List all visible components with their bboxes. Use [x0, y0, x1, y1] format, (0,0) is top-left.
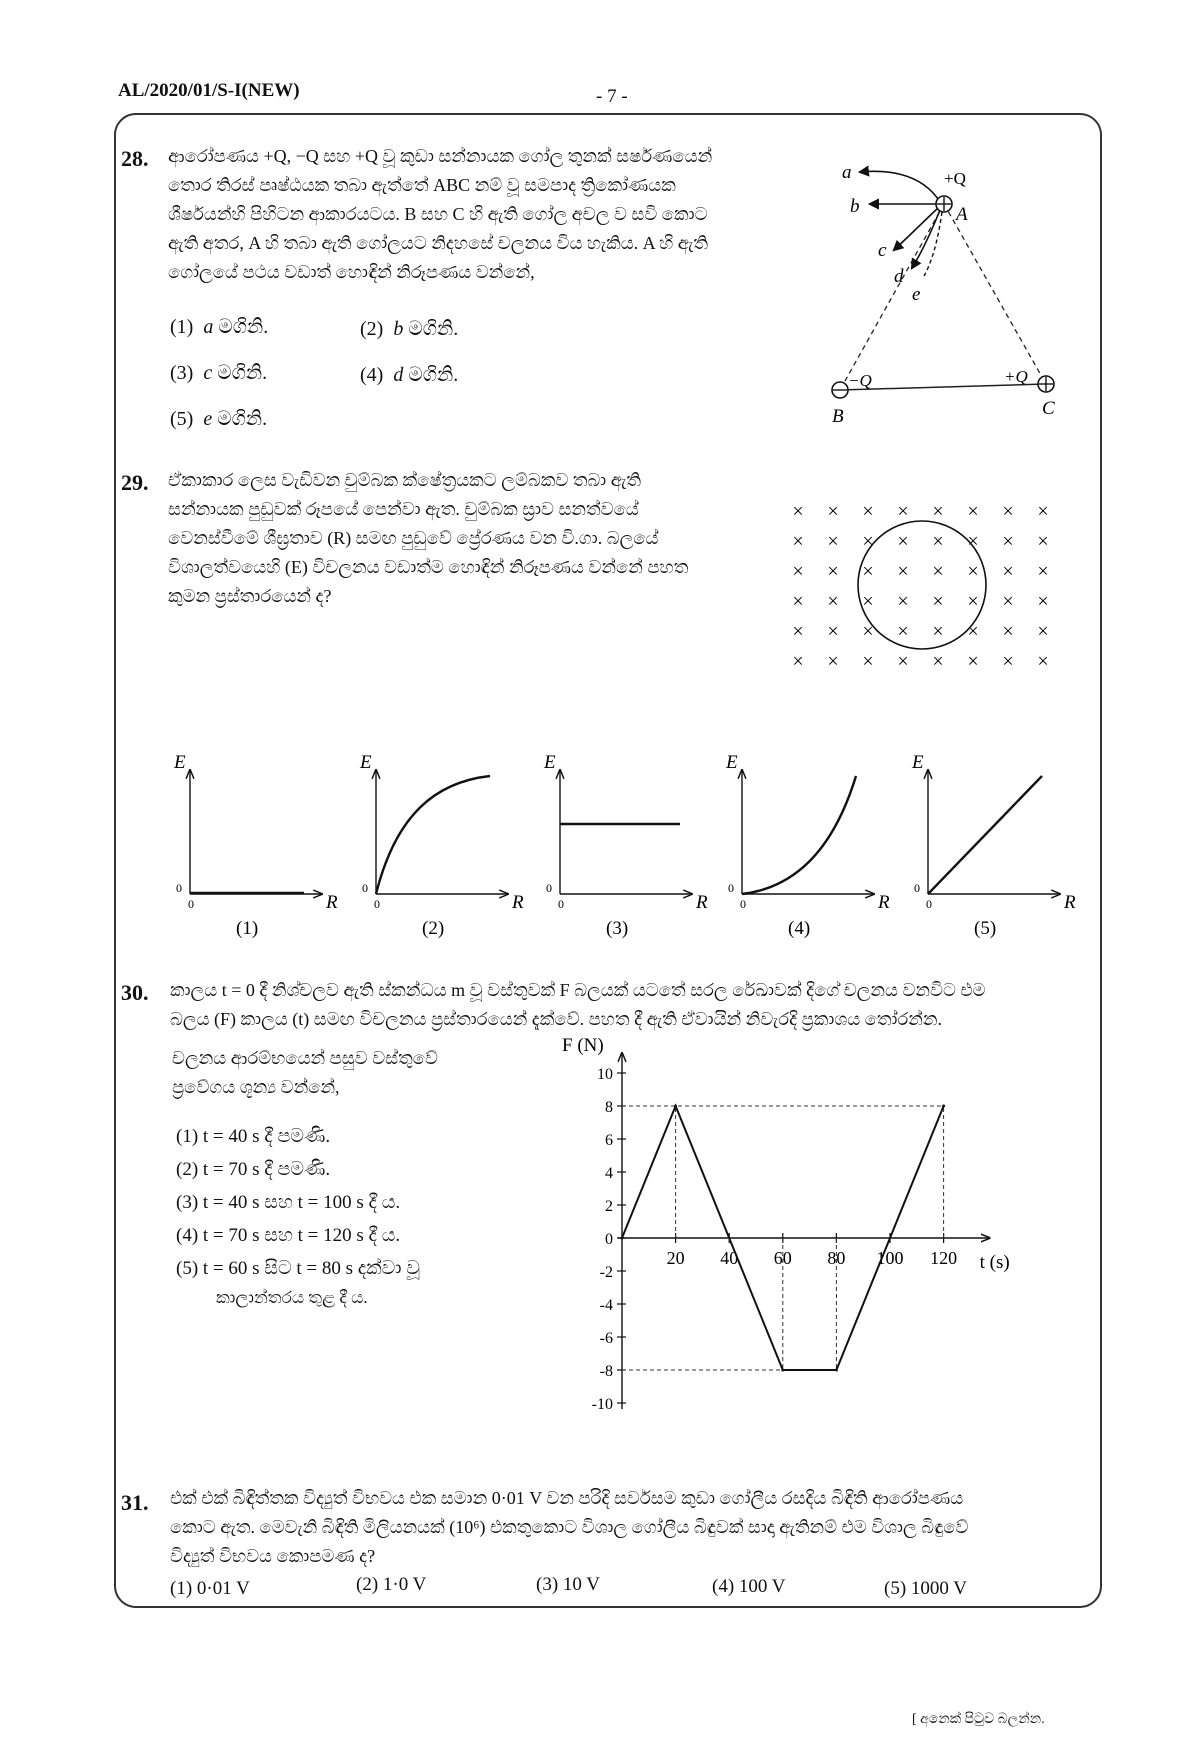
side-AB	[840, 204, 944, 390]
label-vertex-C: C	[1042, 398, 1055, 419]
x-axis-label: R	[326, 892, 338, 913]
q28-option-4[interactable]: (4) d මගිනි.	[360, 364, 459, 386]
data-point	[942, 1105, 945, 1108]
data-point	[621, 1237, 624, 1240]
field-cross: ×	[827, 590, 839, 613]
question-29-text: ඒකාකාර ලෙස වැඩිවන චුම්බක ක්ෂේත්‍රයකට ලම්බකව තබා ඇති සන්නායක පුඩුවක් රූපයේ පෙන්වා ඇත. චුම්බක ස්‍රාව සනත්වයේ වෙනස්වීමේ ශීඝ්‍රතාව (R) සමඟ පුඩුවේ ප්‍රේරණය වන වි.ගා. බලයේ විශාලත්වයෙහි (E) විචලනය වඩාත්ම හොඳින් නිරූපණය වන්නේ පහත කුමන ප්‍රස්තාරයෙන් ද?	[168, 470, 689, 606]
x-axis-label: R	[696, 892, 708, 913]
field-cross: ×	[862, 530, 874, 553]
data-point	[674, 1105, 677, 1108]
origin-x-label: 0	[558, 897, 564, 911]
y-tick-label: 2	[605, 1198, 613, 1215]
field-cross: ×	[827, 620, 839, 643]
field-cross: ×	[967, 530, 979, 553]
origin-label: 0	[546, 881, 552, 895]
field-cross: ×	[1037, 500, 1049, 523]
q30-option-1[interactable]: (1) t = 40 s දී පමණි.	[176, 1126, 331, 1147]
question-number-31: 31.	[121, 1490, 149, 1515]
graph-option-label: (2)	[422, 918, 445, 939]
origin-label: 0	[728, 881, 734, 895]
e-vs-r-graph-3[interactable]	[530, 736, 708, 939]
field-cross: ×	[862, 620, 874, 643]
field-cross: ×	[932, 650, 944, 673]
field-cross: ×	[792, 560, 804, 583]
graph-option-label: (3)	[606, 918, 629, 939]
origin-label: 0	[362, 881, 368, 895]
question-30-text: කාලය t = 0 දී නිශ්චලව ඇති ස්කන්ධය m වූ වස්තුවක් F බලයක් යටතේ සරල රේඛාවක් දිගේ චලනය වනවිට එම බලය (F) කාලය (t) සමඟ විචලනය ප්‍රස්තාරයෙන් දැක්වේ. පහත දී ඇති ඒවායින් නිවැරදි ප්‍රකාශය තෝරන්න.	[170, 980, 986, 1029]
x-axis-label: R	[878, 892, 890, 913]
y-tick-label: 6	[605, 1132, 613, 1149]
field-cross: ×	[827, 560, 839, 583]
graph-option-label: (1)	[236, 918, 259, 939]
x-axis-label: R	[1064, 892, 1076, 913]
field-cross: ×	[932, 560, 944, 583]
field-cross: ×	[1037, 560, 1049, 583]
q28-option-3[interactable]: (3) c මගිනි.	[170, 362, 268, 384]
field-cross: ×	[967, 500, 979, 523]
field-cross: ×	[1037, 530, 1049, 553]
field-cross: ×	[862, 500, 874, 523]
path-a	[860, 171, 940, 202]
y-tick-label: -4	[599, 1297, 613, 1314]
q28-option-5[interactable]: (5) e මගිනි.	[170, 408, 268, 430]
origin-label: 0	[914, 881, 920, 895]
field-cross: ×	[897, 590, 909, 613]
turn-page-note: [ අනෙක් පිටුව බලන්න.	[912, 1712, 1045, 1727]
question-number-30: 30.	[121, 980, 149, 1005]
x-tick-label: 60	[773, 1248, 792, 1268]
field-cross: ×	[1037, 620, 1049, 643]
field-cross: ×	[792, 500, 804, 523]
y-axis-label: E	[726, 752, 738, 773]
q30-option-3[interactable]: (3) t = 40 s සහ t = 100 s දී ය.	[176, 1192, 401, 1213]
graph-curve	[928, 776, 1042, 894]
x-tick-label: 20	[666, 1248, 685, 1268]
path-e	[924, 212, 942, 276]
q31-option-2[interactable]: (2) 1·0 V	[356, 1574, 427, 1595]
y-axis-label: E	[360, 752, 372, 773]
label-e: e	[912, 284, 921, 305]
field-cross: ×	[792, 530, 804, 553]
q31-option-1[interactable]: (1) 0·01 V	[170, 1578, 250, 1599]
field-cross: ×	[792, 590, 804, 613]
field-cross: ×	[897, 560, 909, 583]
field-cross: ×	[827, 650, 839, 673]
field-cross: ×	[897, 500, 909, 523]
e-vs-r-graph-2[interactable]	[346, 736, 524, 939]
field-cross: ×	[862, 560, 874, 583]
label-b: b	[850, 196, 860, 217]
charge-A: +Q	[944, 169, 966, 188]
y-axis-label: E	[174, 752, 186, 773]
label-a: a	[842, 162, 852, 183]
q31-option-5[interactable]: (5) 1000 V	[884, 1578, 968, 1599]
question-31-text: එක් එක් බිඳිත්තක විද්‍යුත් විභවය එක සමාන 0·01 V වන පරිදි සර්වසම කුඩා ගෝලීය රසදිය බිඳිති ආරෝපණය කොට ඇත. මෙවැනි බිඳිති මිලියනයක් (10⁶) එකතුකොට විශාල ගෝලීය බිඳුවක් සාදා ඇතිනම් එම විශාල බිඳුවේ විද්‍යුත් විභවය කොපමණ ද?	[170, 1488, 969, 1566]
field-cross: ×	[932, 500, 944, 523]
q28-option-1[interactable]: (1) a මගිනි.	[170, 316, 269, 338]
y-tick-label: 0	[605, 1231, 613, 1248]
data-point	[835, 1369, 838, 1372]
y-tick-label: -6	[599, 1330, 613, 1347]
field-cross: ×	[967, 650, 979, 673]
field-cross: ×	[1037, 590, 1049, 613]
origin-x-label: 0	[374, 897, 380, 911]
data-point	[781, 1369, 784, 1372]
label-c: c	[878, 240, 887, 261]
graph-option-label: (4)	[788, 918, 811, 939]
q30-option-5-continuation: කාලාන්තරය තුළ දී ය.	[216, 1288, 368, 1307]
field-cross: ×	[862, 650, 874, 673]
origin-x-label: 0	[740, 897, 746, 911]
field-cross: ×	[897, 530, 909, 553]
x-tick-label: 120	[930, 1248, 958, 1268]
x-tick-label: 100	[876, 1248, 904, 1268]
field-cross: ×	[827, 530, 839, 553]
field-cross: ×	[1002, 530, 1014, 553]
q30-option-2[interactable]: (2) t = 70 s දී පමණි.	[176, 1159, 331, 1180]
y-tick-label: 4	[605, 1165, 613, 1182]
x-axis-label: t (s)	[979, 1252, 1010, 1273]
q30-option-4[interactable]: (4) t = 70 s සහ t = 120 s දී ය.	[176, 1225, 401, 1246]
graph-curve	[376, 776, 490, 894]
y-tick-label: -8	[599, 1363, 613, 1380]
field-cross: ×	[932, 620, 944, 643]
field-cross: ×	[1002, 560, 1014, 583]
page-number: - 7 -	[596, 86, 628, 107]
y-axis-label: F (N)	[562, 1035, 604, 1056]
x-tick-label: 80	[827, 1248, 846, 1268]
question-30-stem: චලනය ආරම්භයෙන් පසුව වස්තුවේ ප්‍රවේගය ශූන්‍ය වන්නේ,	[172, 1048, 438, 1097]
x-tick-label: 40	[720, 1248, 739, 1268]
q28-triangle-diagram	[820, 150, 1090, 430]
graph-curve	[742, 776, 856, 894]
force-time-chart	[540, 1036, 1100, 1426]
label-vertex-A: A	[956, 204, 968, 225]
field-cross: ×	[932, 590, 944, 613]
q31-option-3[interactable]: (3) 10 V	[536, 1574, 601, 1595]
field-cross: ×	[932, 530, 944, 553]
y-tick-label: 8	[605, 1099, 613, 1116]
side-AC	[944, 204, 1046, 384]
magnetic-field-diagram	[780, 488, 1070, 688]
field-cross: ×	[967, 560, 979, 583]
field-cross: ×	[1002, 650, 1014, 673]
q30-option-5[interactable]: (5) t = 60 s සිට t = 80 s දක්වා වූ	[176, 1258, 420, 1279]
y-tick-label: -2	[599, 1264, 613, 1281]
e-vs-r-graph-4[interactable]	[712, 736, 890, 939]
field-cross: ×	[792, 620, 804, 643]
field-cross: ×	[1037, 650, 1049, 673]
paper-code: AL/2020/01/S-I(NEW)	[118, 80, 300, 101]
question-28-text: ආරෝපණය +Q, −Q සහ +Q වූ කුඩා සන්නායක ගෝල තුනක් සර්ෂණයෙන් තොර තිරස් පෘෂ්ඨයක තබා ඇත්තේ ABC නම් වූ සමපාද ත්‍රිකෝණයක ශීර්ෂයන්හි පිහිටන ආකාරයටය. B සහ C හි ඇති ගෝල අචල ව සවි කොට ඇති අතර, A හි තබා ඇති ගෝලයට නිදහසේ චලනය විය හැකිය. A හි ඇති ගෝලයේ පථය වඩාත් හොඳින් නිරූපණය වන්නේ,	[168, 146, 713, 282]
field-cross: ×	[792, 650, 804, 673]
origin-label: 0	[176, 881, 182, 895]
field-cross: ×	[827, 500, 839, 523]
field-cross: ×	[967, 620, 979, 643]
charge-C: +Q	[1004, 367, 1028, 386]
e-vs-r-graph-5[interactable]	[898, 736, 1076, 939]
field-cross: ×	[1002, 500, 1014, 523]
y-tick-label: -10	[591, 1396, 613, 1413]
field-cross: ×	[1002, 620, 1014, 643]
field-cross: ×	[862, 590, 874, 613]
y-axis-label: E	[912, 752, 924, 773]
field-cross: ×	[897, 620, 909, 643]
q31-option-4[interactable]: (4) 100 V	[712, 1576, 786, 1597]
e-vs-r-graph-1[interactable]	[160, 736, 338, 939]
graph-option-label: (5)	[974, 918, 997, 939]
y-tick-label: 10	[597, 1066, 613, 1083]
label-d: d	[894, 266, 904, 287]
label-vertex-B: B	[832, 406, 844, 427]
x-axis-label: R	[512, 892, 524, 913]
origin-x-label: 0	[926, 897, 932, 911]
q28-option-2[interactable]: (2) b මගිනි.	[360, 318, 459, 340]
charge-B: −Q	[848, 371, 872, 390]
field-cross: ×	[1002, 590, 1014, 613]
question-number-28: 28.	[121, 146, 149, 171]
field-cross: ×	[897, 650, 909, 673]
y-axis-label: E	[544, 752, 556, 773]
field-cross: ×	[967, 590, 979, 613]
origin-x-label: 0	[188, 897, 194, 911]
question-number-29: 29.	[121, 470, 149, 495]
